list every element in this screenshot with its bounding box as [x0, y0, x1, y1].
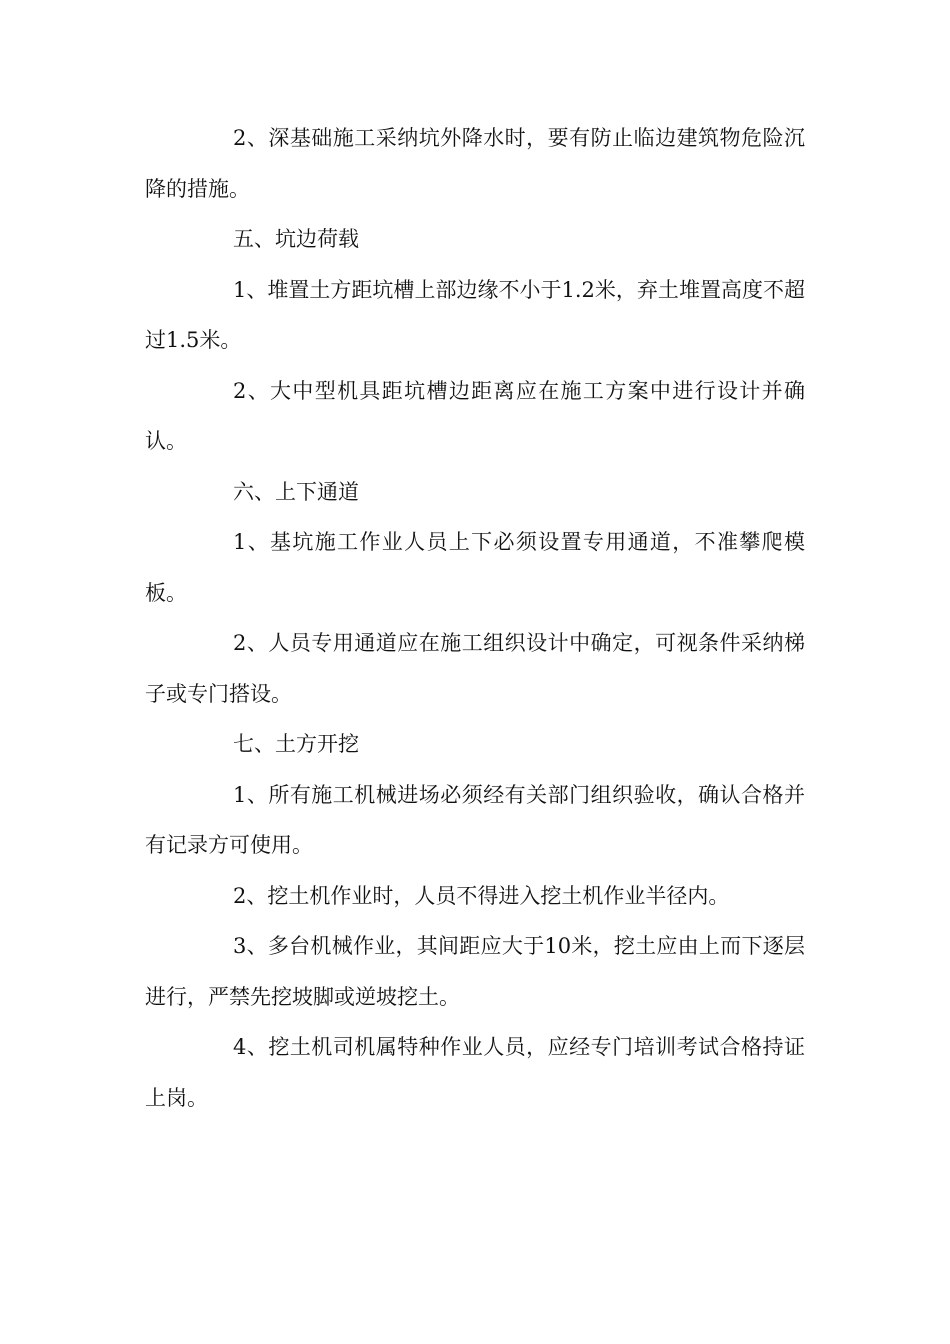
paragraph-excavator-radius: 2、挖土机作业时，人员不得进入挖土机作业半径内。 — [233, 883, 730, 908]
paragraph-dewatering-measure: 2、深基础施工采纳坑外降水时，要有防止临边建筑物危险沉降的措施。 — [145, 126, 805, 201]
paragraph-passage-design: 2、人员专用通道应在施工组织设计中确定，可视条件采纳梯子或专门搭设。 — [145, 631, 805, 706]
section-heading-earth-excavation: 七、土方开挖 — [233, 732, 359, 756]
paragraph-operator-certification: 4、挖土机司机属特种作业人员，应经专门培训考试合格持证上岗。 — [145, 1035, 805, 1110]
document-body — [145, 113, 805, 1123]
paragraph-soil-stacking: 1、堆置土方距坑槽上部边缘不小于1.2米，弃土堆置高度不超过1.5米。 — [145, 277, 805, 352]
section-heading-pit-edge-load: 五、坑边荷载 — [233, 227, 359, 251]
paragraph-dedicated-passage: 1、基坑施工作业人员上下必须设置专用通道，不准攀爬模板。 — [145, 530, 805, 605]
paragraph-machinery-distance: 2、大中型机具距坑槽边距离应在施工方案中进行设计并确认。 — [145, 378, 805, 453]
paragraph-machinery-acceptance: 1、所有施工机械进场必须经有关部门组织验收，确认合格并有记录方可使用。 — [145, 782, 805, 857]
section-heading-access-passage: 六、上下通道 — [233, 479, 359, 504]
paragraph-multi-machine-spacing: 3、多台机械作业，其间距应大于10米，挖土应由上而下逐层进行，严禁先挖坡脚或逆坡挖土。 — [145, 934, 805, 1009]
